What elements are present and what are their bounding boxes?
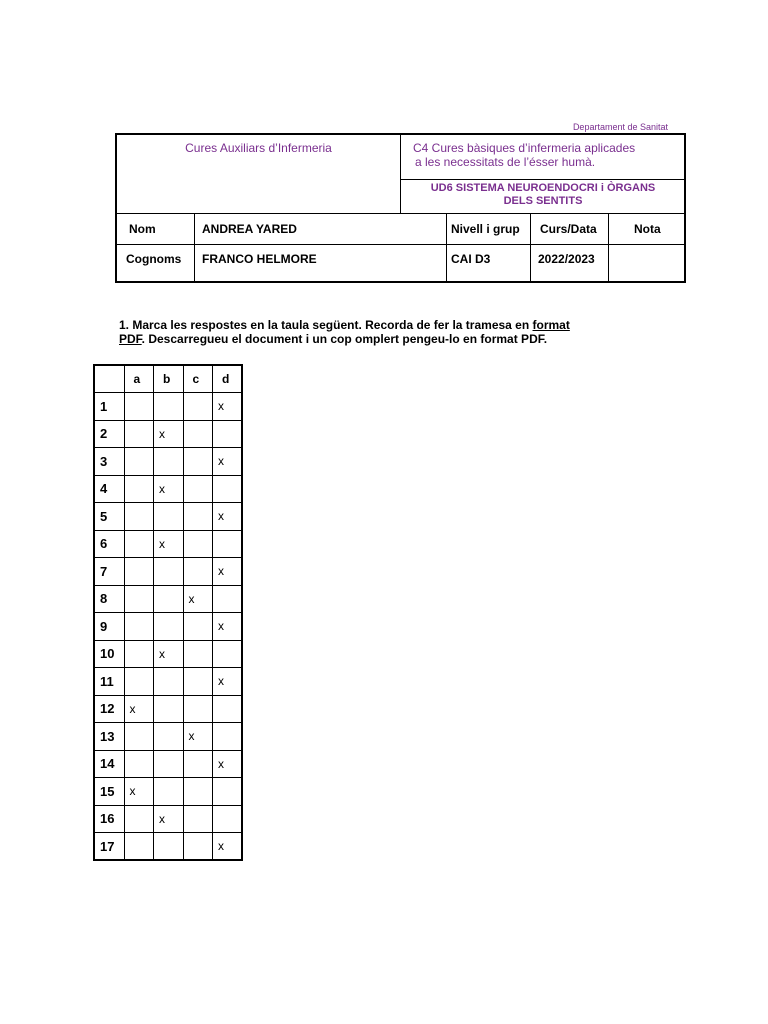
- answer-cell-d[interactable]: [213, 420, 243, 448]
- answer-cell-b[interactable]: [154, 475, 184, 503]
- answer-mark: x: [218, 839, 224, 853]
- answer-cell-a[interactable]: [124, 723, 154, 751]
- answer-cell-c[interactable]: [183, 585, 213, 613]
- answer-cell-b[interactable]: [154, 420, 184, 448]
- course-title: Cures Auxiliars d’Infermeria: [185, 141, 332, 155]
- instructions: [119, 318, 619, 346]
- answer-cell-a[interactable]: [124, 503, 154, 531]
- answer-mark: x: [129, 701, 136, 716]
- answer-cell-a[interactable]: [124, 640, 154, 668]
- answer-cell-b[interactable]: [154, 613, 184, 641]
- question-number: 15: [94, 778, 124, 806]
- question-number: 1: [94, 393, 124, 421]
- answer-row: [94, 585, 242, 613]
- answer-cell-c[interactable]: [183, 420, 213, 448]
- answer-cell-c[interactable]: [183, 640, 213, 668]
- answer-cell-c[interactable]: [183, 778, 213, 806]
- answer-cell-a[interactable]: [124, 668, 154, 696]
- answer-cell-d[interactable]: [213, 448, 243, 476]
- question-number: 4: [94, 475, 124, 503]
- answer-mark: x: [218, 619, 224, 634]
- answer-cell-a[interactable]: [124, 585, 154, 613]
- answer-cell-b[interactable]: [154, 833, 184, 861]
- answer-cell-a[interactable]: [124, 393, 154, 421]
- answer-row: [94, 393, 242, 421]
- answer-cell-d[interactable]: [213, 558, 243, 586]
- answer-cell-d[interactable]: [213, 530, 243, 558]
- header-corner: [94, 365, 124, 393]
- answer-cell-d[interactable]: [213, 805, 243, 833]
- column-header-a: a: [124, 365, 154, 393]
- answer-cell-b[interactable]: [154, 695, 184, 723]
- unit-title: [400, 182, 686, 208]
- answer-cell-d[interactable]: [213, 393, 243, 421]
- answer-cell-c[interactable]: [183, 723, 213, 751]
- answer-mark: x: [129, 784, 136, 799]
- nota-label: Nota: [634, 222, 661, 236]
- answer-mark: x: [218, 454, 224, 469]
- question-number: 7: [94, 558, 124, 586]
- answer-row: [94, 805, 242, 833]
- nom-label: Nom: [129, 222, 156, 236]
- answer-row: [94, 475, 242, 503]
- answer-cell-a[interactable]: [124, 805, 154, 833]
- answer-cell-a[interactable]: [124, 530, 154, 558]
- answer-cell-d[interactable]: [213, 475, 243, 503]
- answer-row: [94, 448, 242, 476]
- answer-mark: x: [218, 674, 224, 689]
- answer-grid: [93, 364, 243, 861]
- question-number: 10: [94, 640, 124, 668]
- answer-cell-b[interactable]: [154, 585, 184, 613]
- question-number: 2: [94, 420, 124, 448]
- answer-cell-c[interactable]: [183, 613, 213, 641]
- answer-cell-d[interactable]: [213, 503, 243, 531]
- answer-cell-b[interactable]: [154, 723, 184, 751]
- curs-value: 2022/2023: [538, 252, 595, 266]
- answer-row: [94, 558, 242, 586]
- answer-cell-c[interactable]: [183, 475, 213, 503]
- answer-cell-b[interactable]: [154, 805, 184, 833]
- answer-cell-d[interactable]: [213, 833, 243, 861]
- answer-mark: x: [159, 646, 165, 661]
- answer-cell-a[interactable]: [124, 558, 154, 586]
- answer-cell-a[interactable]: [124, 833, 154, 861]
- question-number: 8: [94, 585, 124, 613]
- answer-cell-b[interactable]: [154, 750, 184, 778]
- question-number: 6: [94, 530, 124, 558]
- answer-cell-b[interactable]: [154, 393, 184, 421]
- answer-row: [94, 503, 242, 531]
- answer-cell-d[interactable]: [213, 640, 243, 668]
- cognoms-label: Cognoms: [126, 252, 182, 266]
- column-header-b: b: [154, 365, 184, 393]
- answer-cell-a[interactable]: [124, 750, 154, 778]
- curs-label: Curs/Data: [540, 222, 597, 236]
- answer-mark: x: [218, 756, 224, 771]
- column-header-d: d: [213, 365, 243, 393]
- answer-mark: x: [159, 536, 165, 551]
- answer-cell-b[interactable]: [154, 778, 184, 806]
- answer-cell-d[interactable]: [213, 613, 243, 641]
- answer-cell-a[interactable]: [124, 613, 154, 641]
- answer-cell-a[interactable]: [124, 448, 154, 476]
- answer-cell-b[interactable]: [154, 640, 184, 668]
- answer-cell-b[interactable]: [154, 448, 184, 476]
- answer-row: [94, 640, 242, 668]
- answer-cell-d[interactable]: [213, 750, 243, 778]
- cognoms-value: FRANCO HELMORE: [202, 252, 317, 266]
- answer-mark: x: [218, 564, 224, 579]
- answer-cell-c[interactable]: [183, 750, 213, 778]
- question-number: 16: [94, 805, 124, 833]
- answer-grid-header: [94, 365, 242, 393]
- answer-row: [94, 833, 242, 861]
- answer-cell-d[interactable]: [213, 723, 243, 751]
- unit-title-line2: DELS SENTITS: [503, 195, 583, 207]
- answer-row: [94, 530, 242, 558]
- answer-mark: x: [159, 481, 165, 496]
- answer-cell-c[interactable]: [183, 530, 213, 558]
- nivell-value: CAI D3: [451, 252, 491, 266]
- answer-cell-d[interactable]: [213, 695, 243, 723]
- answer-cell-d[interactable]: [213, 778, 243, 806]
- pdf-link[interactable]: PDF: [119, 332, 142, 346]
- nota-value[interactable]: [613, 247, 683, 277]
- answer-grid-body: [94, 365, 242, 860]
- answer-cell-c[interactable]: [183, 448, 213, 476]
- answer-cell-b[interactable]: [154, 558, 184, 586]
- answer-cell-d[interactable]: [213, 585, 243, 613]
- student-header-box: [115, 133, 686, 283]
- unit-title-line1: UD6 SISTEMA NEUROENDOCRI i ÒRGANS: [430, 182, 656, 194]
- answer-row: [94, 778, 242, 806]
- answer-mark: x: [218, 509, 224, 524]
- answer-cell-c[interactable]: [183, 805, 213, 833]
- question-number: 9: [94, 613, 124, 641]
- question-number: 11: [94, 668, 124, 696]
- answer-row: [94, 668, 242, 696]
- answer-mark: x: [188, 729, 195, 744]
- nivell-label: Nivell i grup: [451, 222, 520, 236]
- answer-cell-a[interactable]: [124, 475, 154, 503]
- answer-cell-c[interactable]: [183, 558, 213, 586]
- answer-cell-c[interactable]: [183, 503, 213, 531]
- instructions-part1: 1. Marca les respostes en la taula següent. Recorda de fer la tramesa en: [119, 318, 533, 332]
- question-number: 14: [94, 750, 124, 778]
- department-label: Departament de Sanitat: [572, 122, 668, 132]
- answer-cell-c[interactable]: [183, 668, 213, 696]
- module-title-line1: C4 Cures bàsiques d’infermeria aplicades: [413, 141, 636, 155]
- question-number: 3: [94, 448, 124, 476]
- answer-cell-d[interactable]: [213, 668, 243, 696]
- instructions-part2: . Descarregueu el document i un cop omplert pengeu-lo en format PDF.: [141, 332, 548, 346]
- answer-row: [94, 695, 242, 723]
- answer-cell-c[interactable]: [183, 833, 213, 861]
- module-title: [413, 141, 683, 169]
- answer-cell-b[interactable]: [154, 530, 184, 558]
- answer-cell-b[interactable]: [154, 503, 184, 531]
- format-link[interactable]: format: [532, 318, 570, 332]
- question-number: 17: [94, 833, 124, 861]
- answer-row: [94, 420, 242, 448]
- answer-row: [94, 613, 242, 641]
- question-number: 13: [94, 723, 124, 751]
- answer-row: [94, 750, 242, 778]
- answer-mark: x: [159, 426, 165, 441]
- answer-cell-a[interactable]: [124, 695, 154, 723]
- question-number: 12: [94, 695, 124, 723]
- answer-cell-a[interactable]: [124, 420, 154, 448]
- answer-mark: x: [188, 591, 195, 606]
- answer-mark: x: [218, 399, 224, 414]
- nom-value: ANDREA YARED: [202, 222, 297, 236]
- answer-cell-a[interactable]: [124, 778, 154, 806]
- answer-cell-c[interactable]: [183, 393, 213, 421]
- module-title-line2: a les necessitats de l’ésser humà.: [415, 155, 596, 169]
- question-number: 5: [94, 503, 124, 531]
- answer-cell-c[interactable]: [183, 695, 213, 723]
- answer-row: [94, 723, 242, 751]
- column-header-c: c: [183, 365, 213, 393]
- answer-mark: x: [159, 811, 165, 826]
- answer-cell-b[interactable]: [154, 668, 184, 696]
